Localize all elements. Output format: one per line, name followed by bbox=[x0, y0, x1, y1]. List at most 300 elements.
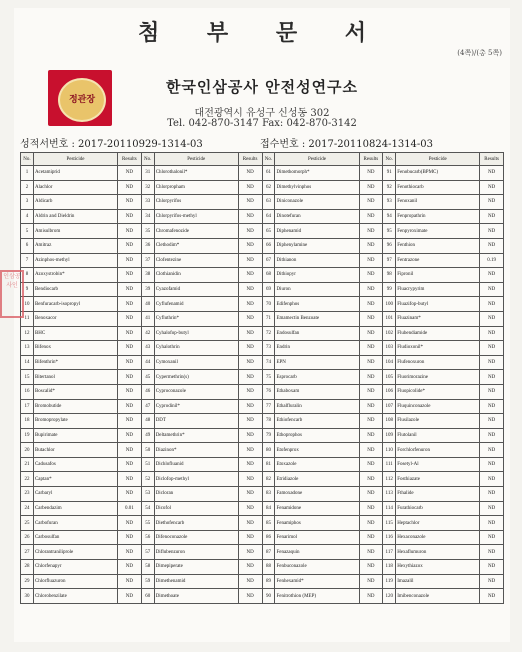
result-value: ND bbox=[118, 311, 142, 326]
row-number: 84 bbox=[262, 501, 275, 516]
row-number: 33 bbox=[141, 195, 154, 210]
pesticide-name: Chlorpyrifos-methyl bbox=[154, 209, 238, 224]
pesticide-name: Bromopropylate bbox=[33, 414, 117, 429]
row-number: 97 bbox=[383, 253, 396, 268]
pesticide-name: Hexythiazox bbox=[396, 560, 480, 575]
pesticide-name: Bendiocarb bbox=[33, 282, 117, 297]
table-header-row bbox=[21, 153, 504, 166]
pesticide-name: Fenarimol bbox=[275, 530, 359, 545]
pesticide-name: Fentrazone bbox=[396, 253, 480, 268]
row-number: 5 bbox=[21, 224, 34, 239]
result-value: ND bbox=[359, 574, 383, 589]
result-value: 0.19 bbox=[480, 253, 504, 268]
result-value: ND bbox=[238, 428, 262, 443]
org-tel-fax: Tel. 042-870-3147 Fax: 042-870-3142 bbox=[167, 118, 357, 129]
result-value: ND bbox=[359, 311, 383, 326]
result-value: ND bbox=[118, 297, 142, 312]
result-value: ND bbox=[480, 209, 504, 224]
pesticide-name: Cypermethrin(s) bbox=[154, 370, 238, 385]
row-number: 87 bbox=[262, 545, 275, 560]
report-number: 성적서번호 : 2017-20110929-1314-03 bbox=[20, 139, 203, 150]
pesticide-name: Ethalfluralin bbox=[275, 399, 359, 414]
pesticide-name: Flubendiamide bbox=[396, 326, 480, 341]
row-number: 80 bbox=[262, 443, 275, 458]
result-value: ND bbox=[118, 545, 142, 560]
pesticide-name: Dicloran bbox=[154, 487, 238, 502]
pesticide-name: Cyprodinil* bbox=[154, 399, 238, 414]
row-number: 26 bbox=[21, 530, 34, 545]
pesticide-name: Amisulbrom bbox=[33, 224, 117, 239]
row-number: 43 bbox=[141, 341, 154, 356]
result-value: ND bbox=[480, 487, 504, 502]
result-value: ND bbox=[238, 355, 262, 370]
result-value: ND bbox=[238, 268, 262, 283]
result-value: ND bbox=[480, 166, 504, 181]
result-value: ND bbox=[480, 195, 504, 210]
result-value: ND bbox=[480, 311, 504, 326]
pesticide-name: Fosetyl-Al bbox=[396, 457, 480, 472]
table-row bbox=[21, 501, 504, 516]
result-value: ND bbox=[238, 589, 262, 604]
result-value: 0.01 bbox=[118, 501, 142, 516]
result-value: ND bbox=[118, 399, 142, 414]
logo-emblem-icon: 정관장 bbox=[58, 78, 106, 122]
result-value: ND bbox=[359, 326, 383, 341]
row-number: 22 bbox=[21, 472, 34, 487]
row-number: 32 bbox=[141, 180, 154, 195]
result-value: ND bbox=[359, 224, 383, 239]
pesticide-name: Diclofop-methyl bbox=[154, 472, 238, 487]
row-number: 62 bbox=[262, 180, 275, 195]
table-row bbox=[21, 180, 504, 195]
result-value: ND bbox=[238, 443, 262, 458]
row-number: 24 bbox=[21, 501, 34, 516]
pesticide-name: Dicofol bbox=[154, 501, 238, 516]
result-value: ND bbox=[238, 545, 262, 560]
pesticide-name: Boscalid* bbox=[33, 384, 117, 399]
org-address: 대전광역시 유성구 신성동 302 bbox=[194, 108, 330, 119]
result-value: ND bbox=[480, 574, 504, 589]
row-number: 96 bbox=[383, 238, 396, 253]
table-row bbox=[21, 224, 504, 239]
pesticide-name: Deltamethrin* bbox=[154, 428, 238, 443]
result-value: ND bbox=[238, 253, 262, 268]
pesticide-name: Imazalil bbox=[396, 574, 480, 589]
result-value: ND bbox=[238, 487, 262, 502]
row-number: 48 bbox=[141, 414, 154, 429]
row-number: 104 bbox=[383, 355, 396, 370]
row-number: 56 bbox=[141, 530, 154, 545]
result-value: ND bbox=[359, 560, 383, 575]
document-title: 첨 부 문 서 bbox=[138, 20, 386, 46]
result-value: ND bbox=[359, 545, 383, 560]
pesticide-name: Heptachlor bbox=[396, 516, 480, 531]
row-number: 89 bbox=[262, 574, 275, 589]
pesticide-name: Chlorobenzilate bbox=[33, 589, 117, 604]
pesticide-name: Fenitrothion (MEP) bbox=[275, 589, 359, 604]
pesticide-name: Hexaflumuron bbox=[396, 545, 480, 560]
row-number: 34 bbox=[141, 209, 154, 224]
row-number: 76 bbox=[262, 384, 275, 399]
row-number: 11 bbox=[21, 311, 34, 326]
table-row bbox=[21, 399, 504, 414]
row-number: 79 bbox=[262, 428, 275, 443]
result-value: ND bbox=[359, 414, 383, 429]
row-number: 120 bbox=[383, 589, 396, 604]
table-row bbox=[21, 166, 504, 181]
row-number: 108 bbox=[383, 414, 396, 429]
result-value: ND bbox=[359, 443, 383, 458]
result-value: ND bbox=[480, 384, 504, 399]
row-number: 118 bbox=[383, 560, 396, 575]
result-value: ND bbox=[238, 326, 262, 341]
result-value: ND bbox=[359, 384, 383, 399]
result-value: ND bbox=[118, 180, 142, 195]
row-number: 88 bbox=[262, 560, 275, 575]
row-number: 92 bbox=[383, 180, 396, 195]
row-number: 107 bbox=[383, 399, 396, 414]
header-name: Pesticide bbox=[396, 153, 480, 166]
pesticide-name: Fenpropathrin bbox=[396, 209, 480, 224]
result-value: ND bbox=[238, 560, 262, 575]
org-name: 한국인삼공사 안전성연구소 bbox=[165, 78, 359, 96]
pesticide-name: Cyhalofop-butyl bbox=[154, 326, 238, 341]
result-value: ND bbox=[359, 166, 383, 181]
pesticide-name: Diphenamid bbox=[275, 224, 359, 239]
result-value: ND bbox=[118, 209, 142, 224]
result-value: ND bbox=[118, 282, 142, 297]
row-number: 99 bbox=[383, 282, 396, 297]
pesticide-name: Flusilazole bbox=[396, 414, 480, 429]
pesticide-results-table bbox=[20, 152, 504, 604]
result-value: ND bbox=[359, 472, 383, 487]
pesticide-name: Dithianon bbox=[275, 253, 359, 268]
row-number: 98 bbox=[383, 268, 396, 283]
pesticide-name: Benfuracarb-isopropyl bbox=[33, 297, 117, 312]
result-value: ND bbox=[238, 384, 262, 399]
pesticide-name: Azoxystrobin* bbox=[33, 268, 117, 283]
row-number: 59 bbox=[141, 574, 154, 589]
row-number: 46 bbox=[141, 384, 154, 399]
table-row bbox=[21, 370, 504, 385]
result-value: ND bbox=[359, 399, 383, 414]
row-number: 31 bbox=[141, 166, 154, 181]
table-row bbox=[21, 589, 504, 604]
row-number: 106 bbox=[383, 384, 396, 399]
pesticide-name: Bifenox bbox=[33, 341, 117, 356]
pesticide-name: Chlorantraniliprole bbox=[33, 545, 117, 560]
row-number: 78 bbox=[262, 414, 275, 429]
pesticide-name: Fosthiazate bbox=[396, 472, 480, 487]
result-value: ND bbox=[238, 414, 262, 429]
row-number: 50 bbox=[141, 443, 154, 458]
row-number: 28 bbox=[21, 560, 34, 575]
result-value: ND bbox=[359, 282, 383, 297]
row-number: 61 bbox=[262, 166, 275, 181]
pesticide-name: Clothianidin bbox=[154, 268, 238, 283]
pesticide-name: Dimethylvinphos bbox=[275, 180, 359, 195]
pesticide-name: Fenamiphos bbox=[275, 516, 359, 531]
pesticide-name: Carbofuran bbox=[33, 516, 117, 531]
row-number: 70 bbox=[262, 297, 275, 312]
pesticide-name: Clofentezine bbox=[154, 253, 238, 268]
pesticide-name: Butachlor bbox=[33, 443, 117, 458]
result-value: ND bbox=[480, 457, 504, 472]
row-number: 41 bbox=[141, 311, 154, 326]
row-number: 49 bbox=[141, 428, 154, 443]
pesticide-name: Fenothiocarb bbox=[396, 180, 480, 195]
row-number: 27 bbox=[21, 545, 34, 560]
row-number: 13 bbox=[21, 341, 34, 356]
header-no: No. bbox=[262, 153, 275, 166]
pesticide-name: Diflubenzuron bbox=[154, 545, 238, 560]
result-value: ND bbox=[118, 414, 142, 429]
table-row bbox=[21, 238, 504, 253]
table-row bbox=[21, 253, 504, 268]
row-number: 64 bbox=[262, 209, 275, 224]
table-row bbox=[21, 574, 504, 589]
pesticide-name: Dinotefuran bbox=[275, 209, 359, 224]
pesticide-name: Dithiopyr bbox=[275, 268, 359, 283]
result-value: ND bbox=[238, 224, 262, 239]
pesticide-name: Dimethoate bbox=[154, 589, 238, 604]
row-number: 83 bbox=[262, 487, 275, 502]
table-row bbox=[21, 326, 504, 341]
pesticide-name: Bitertanol bbox=[33, 370, 117, 385]
row-number: 53 bbox=[141, 487, 154, 502]
row-number: 85 bbox=[262, 516, 275, 531]
result-value: ND bbox=[238, 297, 262, 312]
pesticide-name: Fluorimorazine bbox=[396, 370, 480, 385]
header-res: Results bbox=[359, 153, 383, 166]
table-row bbox=[21, 311, 504, 326]
pesticide-name: Esprocarb bbox=[275, 370, 359, 385]
pesticide-name: Fenamidone bbox=[275, 501, 359, 516]
pesticide-name: Cyproconazole bbox=[154, 384, 238, 399]
row-number: 6 bbox=[21, 238, 34, 253]
table-row bbox=[21, 516, 504, 531]
pesticide-name: Chlorfenapyr bbox=[33, 560, 117, 575]
result-value: ND bbox=[118, 166, 142, 181]
result-value: ND bbox=[238, 180, 262, 195]
row-number: 111 bbox=[383, 457, 396, 472]
result-value: ND bbox=[118, 238, 142, 253]
pesticide-name: Dimethomorph* bbox=[275, 166, 359, 181]
pesticide-name: Amitraz bbox=[33, 238, 117, 253]
table-row bbox=[21, 341, 504, 356]
pesticide-name: BHC bbox=[33, 326, 117, 341]
result-value: ND bbox=[480, 472, 504, 487]
pesticide-name: Furathiocarb bbox=[396, 501, 480, 516]
pesticide-name: Flutolanil bbox=[396, 428, 480, 443]
result-value: ND bbox=[118, 355, 142, 370]
header-no: No. bbox=[141, 153, 154, 166]
result-value: ND bbox=[480, 326, 504, 341]
result-value: ND bbox=[359, 341, 383, 356]
row-number: 102 bbox=[383, 326, 396, 341]
result-value: ND bbox=[480, 341, 504, 356]
pesticide-name: Bifenthrin* bbox=[33, 355, 117, 370]
result-value: ND bbox=[238, 195, 262, 210]
row-number: 10 bbox=[21, 297, 34, 312]
pesticide-name: Diethofencarb bbox=[154, 516, 238, 531]
row-number: 94 bbox=[383, 209, 396, 224]
row-number: 3 bbox=[21, 195, 34, 210]
result-value: ND bbox=[480, 560, 504, 575]
pesticide-name: Flufenoxuron bbox=[396, 355, 480, 370]
table-row bbox=[21, 487, 504, 502]
row-number: 8 bbox=[21, 268, 34, 283]
result-value: ND bbox=[480, 370, 504, 385]
pesticide-name: Fenhexamid* bbox=[275, 574, 359, 589]
row-number: 38 bbox=[141, 268, 154, 283]
result-value: ND bbox=[118, 487, 142, 502]
row-number: 45 bbox=[141, 370, 154, 385]
pesticide-name: Etoxazole bbox=[275, 457, 359, 472]
row-number: 77 bbox=[262, 399, 275, 414]
pesticide-name: Dimepiperate bbox=[154, 560, 238, 575]
result-value: ND bbox=[118, 472, 142, 487]
row-number: 119 bbox=[383, 574, 396, 589]
pesticide-name: Cyazofamid bbox=[154, 282, 238, 297]
row-number: 109 bbox=[383, 428, 396, 443]
pesticide-name: Fenazaquin bbox=[275, 545, 359, 560]
header-res: Results bbox=[480, 153, 504, 166]
row-number: 39 bbox=[141, 282, 154, 297]
row-number: 113 bbox=[383, 487, 396, 502]
table-row bbox=[21, 530, 504, 545]
pesticide-name: Bupirimate bbox=[33, 428, 117, 443]
header-no: No. bbox=[21, 153, 34, 166]
row-number: 63 bbox=[262, 195, 275, 210]
result-value: ND bbox=[359, 180, 383, 195]
header-res: Results bbox=[238, 153, 262, 166]
row-number: 2 bbox=[21, 180, 34, 195]
result-value: ND bbox=[118, 428, 142, 443]
result-value: ND bbox=[480, 297, 504, 312]
pesticide-name: Fluazinam* bbox=[396, 311, 480, 326]
result-value: ND bbox=[480, 399, 504, 414]
pesticide-name: Ethaboxam bbox=[275, 384, 359, 399]
result-value: ND bbox=[238, 399, 262, 414]
pesticide-name: Fthalide bbox=[396, 487, 480, 502]
row-number: 54 bbox=[141, 501, 154, 516]
pesticide-name: Chlorpyrifos bbox=[154, 195, 238, 210]
result-value: ND bbox=[118, 253, 142, 268]
row-number: 105 bbox=[383, 370, 396, 385]
pesticide-name: DDT bbox=[154, 414, 238, 429]
row-number: 81 bbox=[262, 457, 275, 472]
result-value: ND bbox=[359, 530, 383, 545]
row-number: 93 bbox=[383, 195, 396, 210]
table-row bbox=[21, 428, 504, 443]
pesticide-name: Captan* bbox=[33, 472, 117, 487]
pesticide-name: Cyhalothrin bbox=[154, 341, 238, 356]
result-value: ND bbox=[480, 545, 504, 560]
pesticide-name: Cyfluthrin* bbox=[154, 311, 238, 326]
result-value: ND bbox=[118, 384, 142, 399]
header-name: Pesticide bbox=[154, 153, 238, 166]
row-number: 23 bbox=[21, 487, 34, 502]
result-value: ND bbox=[118, 457, 142, 472]
result-value: ND bbox=[118, 268, 142, 283]
row-number: 115 bbox=[383, 516, 396, 531]
result-value: ND bbox=[238, 341, 262, 356]
row-number: 101 bbox=[383, 311, 396, 326]
pesticide-name: Fluquinconazole bbox=[396, 399, 480, 414]
page-number: (4쪽)/(총 5쪽) bbox=[457, 49, 502, 57]
row-number: 25 bbox=[21, 516, 34, 531]
pesticide-name: Aldrin and Dieldrin bbox=[33, 209, 117, 224]
row-number: 91 bbox=[383, 166, 396, 181]
pesticide-name: Cymoxanil bbox=[154, 355, 238, 370]
table-row bbox=[21, 282, 504, 297]
row-number: 66 bbox=[262, 238, 275, 253]
result-value: ND bbox=[118, 516, 142, 531]
row-number: 40 bbox=[141, 297, 154, 312]
result-value: ND bbox=[238, 209, 262, 224]
result-value: ND bbox=[480, 224, 504, 239]
header-no: No. bbox=[383, 153, 396, 166]
result-value: ND bbox=[118, 589, 142, 604]
row-number: 100 bbox=[383, 297, 396, 312]
result-value: ND bbox=[238, 501, 262, 516]
row-number: 86 bbox=[262, 530, 275, 545]
pesticide-name: Fenobucarb(BPMC) bbox=[396, 166, 480, 181]
table-row bbox=[21, 457, 504, 472]
result-value: ND bbox=[480, 414, 504, 429]
row-number: 9 bbox=[21, 282, 34, 297]
pesticide-name: Diphenylamine bbox=[275, 238, 359, 253]
pesticide-name: Difenoconazole bbox=[154, 530, 238, 545]
table-row bbox=[21, 414, 504, 429]
pesticide-name: Chlorpropham bbox=[154, 180, 238, 195]
result-value: ND bbox=[238, 574, 262, 589]
result-value: ND bbox=[118, 195, 142, 210]
header-res: Results bbox=[118, 153, 142, 166]
result-value: ND bbox=[359, 253, 383, 268]
result-value: ND bbox=[238, 166, 262, 181]
result-value: ND bbox=[480, 530, 504, 545]
row-number: 82 bbox=[262, 472, 275, 487]
pesticide-name: Dimethenamid bbox=[154, 574, 238, 589]
table-row bbox=[21, 560, 504, 575]
result-value: ND bbox=[359, 195, 383, 210]
pesticide-name: Azinphos-methyl bbox=[33, 253, 117, 268]
result-value: ND bbox=[238, 457, 262, 472]
row-number: 117 bbox=[383, 545, 396, 560]
result-value: ND bbox=[238, 472, 262, 487]
result-value: ND bbox=[359, 238, 383, 253]
row-number: 47 bbox=[141, 399, 154, 414]
table-row bbox=[21, 195, 504, 210]
row-number: 4 bbox=[21, 209, 34, 224]
pesticide-name: Fluacrypyrim bbox=[396, 282, 480, 297]
pesticide-name: Etridiazole bbox=[275, 472, 359, 487]
row-number: 114 bbox=[383, 501, 396, 516]
pesticide-name: Alachlor bbox=[33, 180, 117, 195]
table-body bbox=[21, 166, 504, 604]
row-number: 95 bbox=[383, 224, 396, 239]
pesticide-name: Imibenconazole bbox=[396, 589, 480, 604]
pesticide-name: Chlorfluazuron bbox=[33, 574, 117, 589]
pesticide-name: Fenbuconazole bbox=[275, 560, 359, 575]
row-number: 36 bbox=[141, 238, 154, 253]
row-number: 42 bbox=[141, 326, 154, 341]
result-value: ND bbox=[238, 311, 262, 326]
result-value: ND bbox=[359, 297, 383, 312]
pesticide-name: Diazinon* bbox=[154, 443, 238, 458]
